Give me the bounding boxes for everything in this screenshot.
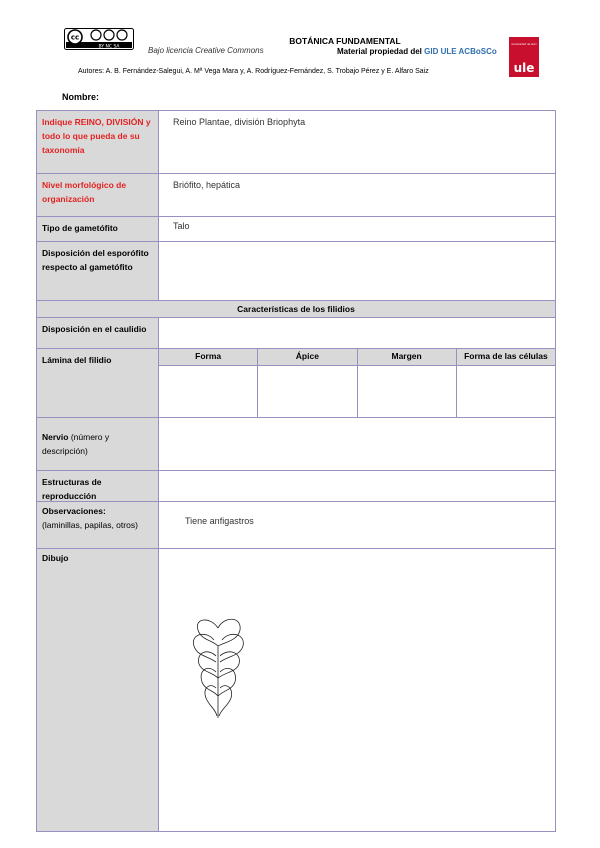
- sporophyte-field[interactable]: [159, 242, 555, 300]
- phyllids-section-title: Características de los filidios: [37, 301, 555, 317]
- kingdom-field[interactable]: Reino Plantae, división Briophyta: [173, 117, 306, 127]
- morph-field[interactable]: Briófito, hepática: [173, 180, 241, 190]
- sporophyte-row: [36, 241, 556, 300]
- kingdom-label: Indique REINO, DIVISIÓN y todo lo que pueda de su taxonomía: [37, 111, 159, 173]
- leaf-shape-field[interactable]: [159, 366, 257, 417]
- caulid-row: [36, 317, 556, 348]
- leaf-row: [36, 348, 556, 417]
- leaf-margin-field[interactable]: [358, 366, 456, 417]
- repro-row: [36, 470, 556, 501]
- nerve-label: Nervio: [42, 432, 69, 442]
- repro-label: Estructuras de reproducción: [37, 471, 159, 501]
- leaf-col-cells: [456, 349, 555, 417]
- gametophyte-label: Tipo de gametófito: [37, 217, 159, 241]
- cc-badge-text: BY NC SA: [98, 44, 120, 50]
- ownership-text: [337, 47, 497, 56]
- morph-row: [36, 173, 556, 216]
- nerve-field[interactable]: [159, 418, 555, 470]
- observations-row: [36, 501, 556, 548]
- kingdom-row: [36, 110, 556, 173]
- morph-label: Nivel morfológico de organización: [37, 174, 159, 216]
- nerve-sublabel: (número y descripción): [42, 432, 110, 456]
- ule-logo-mark: ule: [513, 61, 535, 75]
- license-text: Bajo licencia Creative Commons: [148, 46, 264, 55]
- drawing-label: Dibujo: [37, 549, 159, 831]
- phyllids-section-row: [36, 300, 556, 317]
- leaf-head-cells: Forma de las células: [457, 349, 555, 366]
- ownership-group: GID ULE ACBoSCo: [424, 47, 497, 56]
- observations-label: Observaciones:: [42, 506, 106, 516]
- gametophyte-row: [36, 216, 556, 241]
- svg-text:cc: cc: [70, 33, 80, 42]
- page-header: [0, 0, 600, 90]
- repro-field[interactable]: [159, 471, 555, 501]
- nerve-row: [36, 417, 556, 470]
- worksheet-table: [36, 110, 556, 832]
- drawing-row: [36, 548, 556, 832]
- sporophyte-label: Disposición del esporófito respecto al gametófito: [37, 242, 159, 300]
- leaf-head-margin: Margen: [358, 349, 456, 366]
- name-label: Nombre:: [62, 92, 100, 102]
- leaf-col-margin: [357, 349, 456, 417]
- observations-label-cell: [37, 502, 159, 548]
- leaf-apex-field[interactable]: [258, 366, 356, 417]
- caulid-field[interactable]: [159, 318, 555, 348]
- leaf-label: Lámina del filidio: [37, 349, 159, 417]
- leaf-head-apex: Ápice: [258, 349, 356, 366]
- leaf-col-apex: [257, 349, 356, 417]
- ule-logo-top-text: universidad de león: [511, 43, 537, 46]
- ule-logo-icon: [509, 37, 539, 77]
- nerve-label-cell: [37, 418, 159, 470]
- observations-sublabel: (laminillas, papilas, otros): [42, 520, 138, 530]
- leaf-cells-field[interactable]: [457, 366, 555, 417]
- liverwort-sketch-icon: [188, 610, 250, 722]
- observations-field[interactable]: Tiene anfigastros: [185, 516, 254, 526]
- leaf-head-shape: Forma: [159, 349, 257, 366]
- course-title: BOTÁNICA FUNDAMENTAL: [289, 36, 401, 46]
- leaf-col-shape: [159, 349, 257, 417]
- gametophyte-field[interactable]: Talo: [173, 221, 190, 231]
- caulid-label: Disposición en el caulidio: [37, 318, 159, 348]
- ownership-prefix: Material propiedad del: [337, 47, 422, 56]
- authors-line: Autores: A. B. Fernández-Salegui, A. Mª Vega Mara y, A. Rodríguez-Fernández, S. Trobajo Pérez y E. Alfaro Saiz: [78, 68, 429, 75]
- leaf-grid: [159, 349, 555, 417]
- creative-commons-badge-icon: [64, 28, 134, 50]
